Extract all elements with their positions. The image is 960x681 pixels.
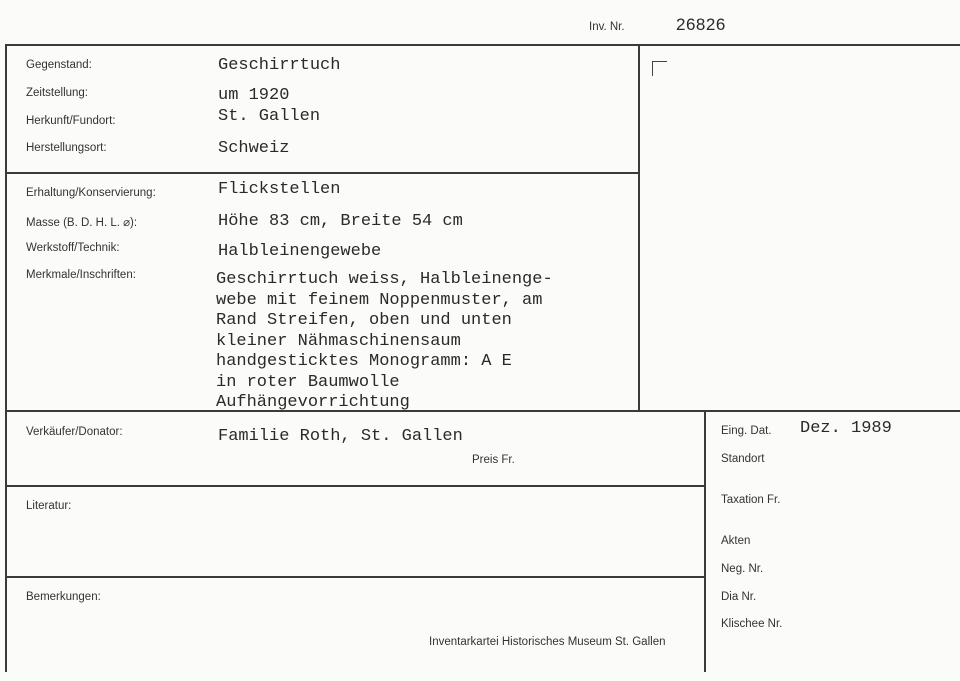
divider-left-edge [5, 44, 7, 672]
institution-footer: Inventarkartei Historisches Museum St. Gallen [429, 636, 666, 648]
eing-dat-value: Dez. 1989 [800, 419, 892, 438]
zeitstellung-value: um 1920 [218, 86, 290, 105]
divider-top [5, 44, 960, 46]
gegenstand-value: Geschirrtuch [218, 56, 341, 75]
herstellungsort-value: Schweiz [218, 139, 290, 158]
divider-vertical-upper [638, 44, 640, 411]
zeitstellung-label: Zeitstellung: [26, 87, 89, 99]
inv-number-value: 26826 [676, 15, 726, 34]
werkstoff-value: Halbleinengewebe [218, 242, 382, 261]
verkaeufer-value: Familie Roth, St. Gallen [218, 427, 463, 446]
erhaltung-value: Flickstellen [218, 180, 341, 199]
literatur-label: Literatur: [26, 500, 72, 512]
herkunft-label: Herkunft/Fundort: [26, 115, 116, 127]
masse-label: Masse (B. D. H. L. ⌀): [26, 217, 138, 229]
inv-number-label: Inv. Nr. [589, 21, 625, 33]
dia-nr-label: Dia Nr. [721, 591, 757, 603]
preis-label: Preis Fr. [472, 454, 515, 466]
corner-mark-icon [652, 61, 667, 76]
bemerkungen-label: Bemerkungen: [26, 591, 101, 603]
merkmale-text-area [216, 270, 636, 411]
akten-label: Akten [721, 535, 751, 547]
divider-bemerkungen [5, 576, 705, 578]
herstellungsort-label: Herstellungsort: [26, 142, 107, 154]
herkunft-value: St. Gallen [218, 107, 321, 126]
gegenstand-label: Gegenstand: [26, 59, 92, 71]
divider-section-1 [5, 172, 639, 174]
merkmale-value: Geschirrtuch weiss, Halbleinenge- webe mit feinem Noppenmuster, am Rand Streifen, oben und unten kleiner Nähmaschinensaum handgesticktes Monogramm: A E in roter Baumwolle Aufhängevorrichtung [216, 270, 553, 411]
erhaltung-label: Erhaltung/Konservierung: [26, 187, 156, 199]
eing-dat-label: Eing. Dat. [721, 425, 772, 437]
masse-value: Höhe 83 cm, Breite 54 cm [218, 212, 463, 231]
divider-literatur [5, 485, 705, 487]
klischee-nr-label: Klischee Nr. [721, 618, 783, 630]
taxation-label: Taxation Fr. [721, 494, 781, 506]
werkstoff-label: Werkstoff/Technik: [26, 242, 120, 254]
standort-label: Standort [721, 453, 765, 465]
neg-nr-label: Neg. Nr. [721, 563, 764, 575]
divider-vertical-lower [704, 410, 706, 672]
verkaeufer-label: Verkäufer/Donator: [26, 426, 123, 438]
merkmale-label: Merkmale/Inschriften: [26, 269, 136, 281]
